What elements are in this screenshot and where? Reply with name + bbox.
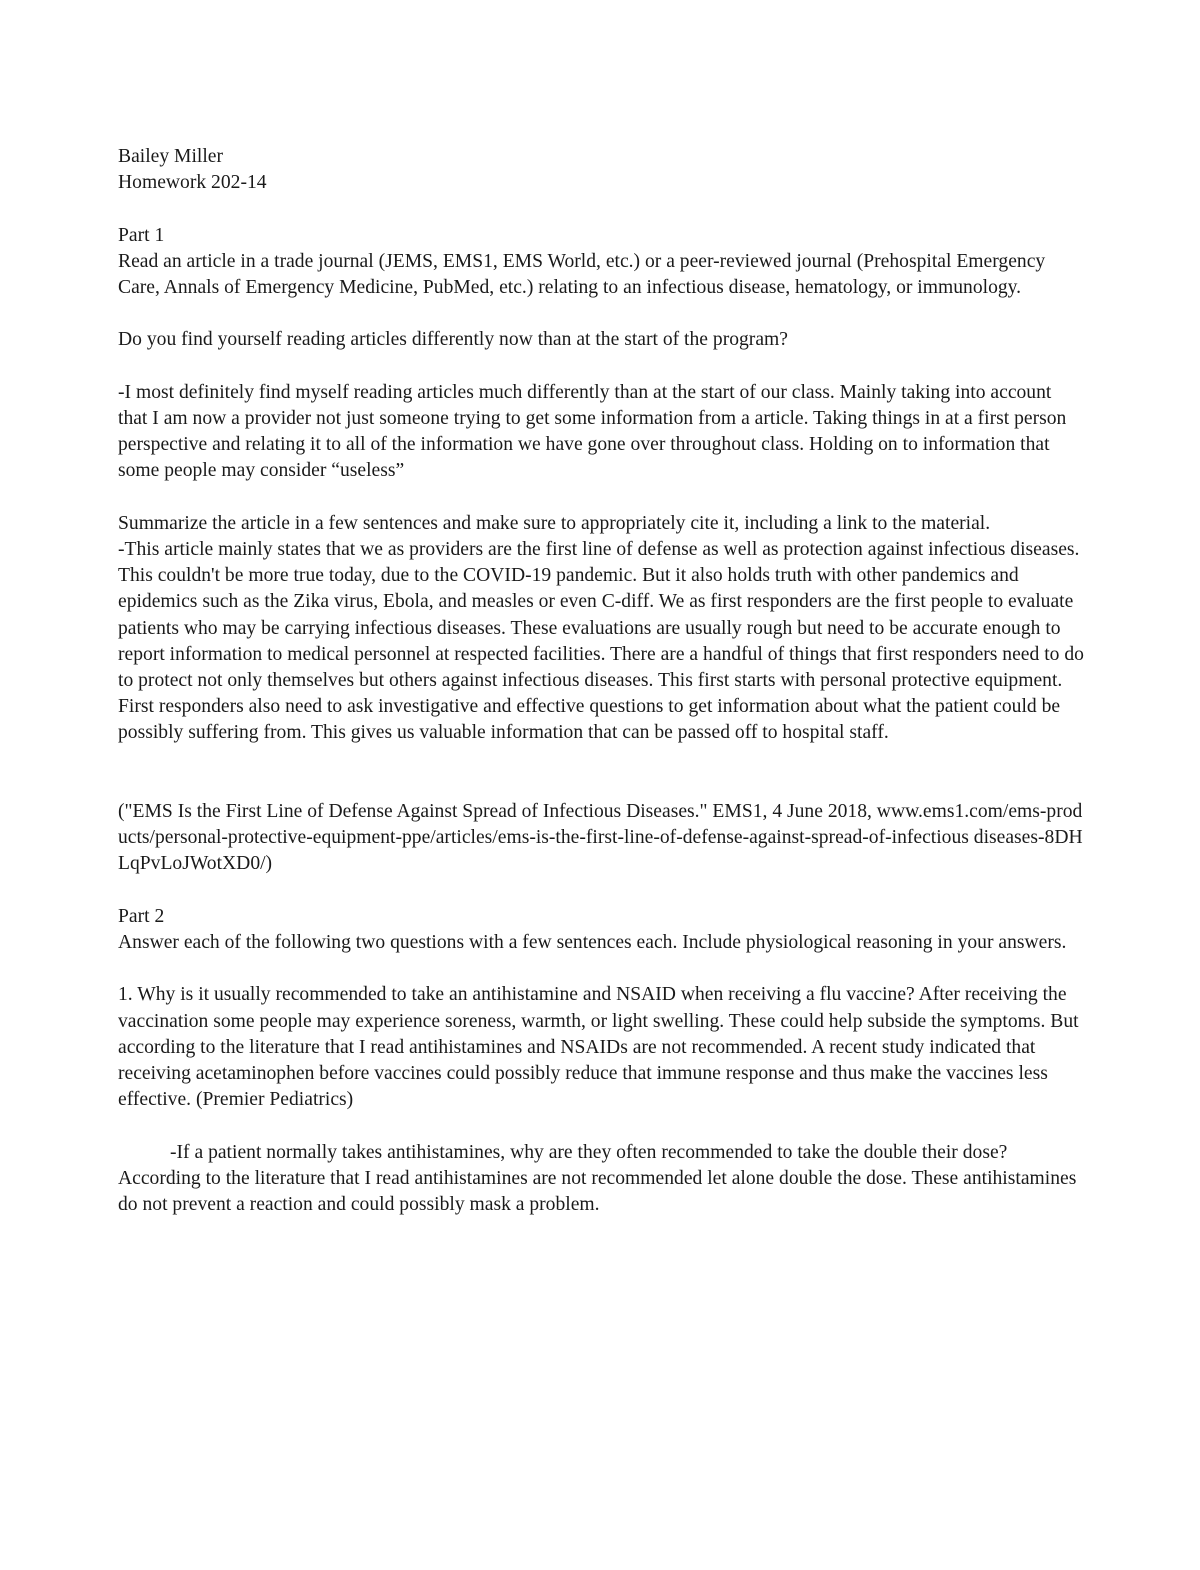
part2-instructions: Answer each of the following two questions with a few sentences each. Include physiological reasoning in your answers. — [118, 932, 1067, 953]
part1-question-2: Summarize the article in a few sentences and make sure to appropriately cite it, including a link to the material. — [118, 512, 991, 534]
part1-answer-2: -This article mainly states that we as providers are the first line of defense as well as protection against infectious diseases. This couldn't be more true today, due to the COVID-19 pandemic. But it also holds truth with other pandemics and epidemics such as the Zika virus, Ebola, and measles or even C-diff. We as first responders are the first people to evaluate patients who may be carrying infectious diseases. These evaluations are usually rough but need to be accurate enough to report information to medical personnel at respected facilities. There are a handful of things that first responders need to do to protect not only themselves but others against infectious diseases. This first starts with personal protective equipment. First responders also need to ask investigative and effective questions to get information about what the patient could be possibly suffering from. This gives us valuable information that can be passed off to hospital staff. — [118, 538, 1084, 744]
spacer — [118, 301, 1084, 327]
part2-answer-2: According to the literature that I read antihistamines are not recommended let alone double the dose. These antihistamines do not prevent a reaction and could possibly mask a problem. — [118, 1167, 1077, 1215]
part1-answer-1: -I most definitely find myself reading articles much differently than at the start of our class. Mainly taking into account that I am now a provider not just someone trying to get some information from a article. Taking things in at a first person perspective and relating it to all of the information we have gone over throughout class. Holding on to information that some people may consider “useless” — [118, 381, 1067, 482]
document-body — [118, 144, 1084, 1218]
spacer — [118, 747, 1084, 799]
part1-question-1: Do you find yourself reading articles differently now than at the start of the program? — [118, 329, 788, 351]
part2-question-1: 1. Why is it usually recommended to take an antihistamine and NSAID when receiving a flu vaccine? After receiving the vaccination some people may experience soreness, warmth, or light swelling. These could help subside the symptoms. But according to the literature that I read antihistamines and NSAIDs are not recommended. A recent study indicated that receiving acetaminophen before vaccines could possibly reduce that immune response and thus make the vaccines less effective. (Premier Pediatrics) — [118, 984, 1079, 1111]
assignment-title: Homework 202-14 — [118, 172, 267, 194]
spacer — [118, 485, 1084, 511]
article-citation: ("EMS Is the First Line of Defense Against Spread of Infectious Diseases." EMS1, 4 June 2018, www.ems1.com/ems-products/personal-protective-equipment-ppe/articles/ems-is-the-first-line-of-defense-against-spread-of-infectious diseases-8DHLqPvLoJWotXD0/) — [118, 801, 1083, 875]
part1-heading: Part 1 — [118, 224, 165, 246]
part2-heading: Part 2 — [118, 905, 165, 927]
author-name: Bailey Miller — [118, 146, 224, 167]
part1-instructions: Read an article in a trade journal (JEMS, EMS1, EMS World, etc.) or a peer-reviewed journal (Prehospital Emergency Care, Annals of Emergency Medicine, PubMed, etc.) relating to an infectious disease, hematology, or immunology. — [118, 250, 1046, 298]
spacer — [118, 878, 1084, 904]
part2-question-2: -If a patient normally takes antihistamines, why are they often recommended to take the double their dose? — [170, 1141, 1008, 1163]
spacer — [118, 1113, 1084, 1139]
spacer — [118, 956, 1084, 982]
spacer — [118, 354, 1084, 380]
spacer — [118, 196, 1084, 222]
